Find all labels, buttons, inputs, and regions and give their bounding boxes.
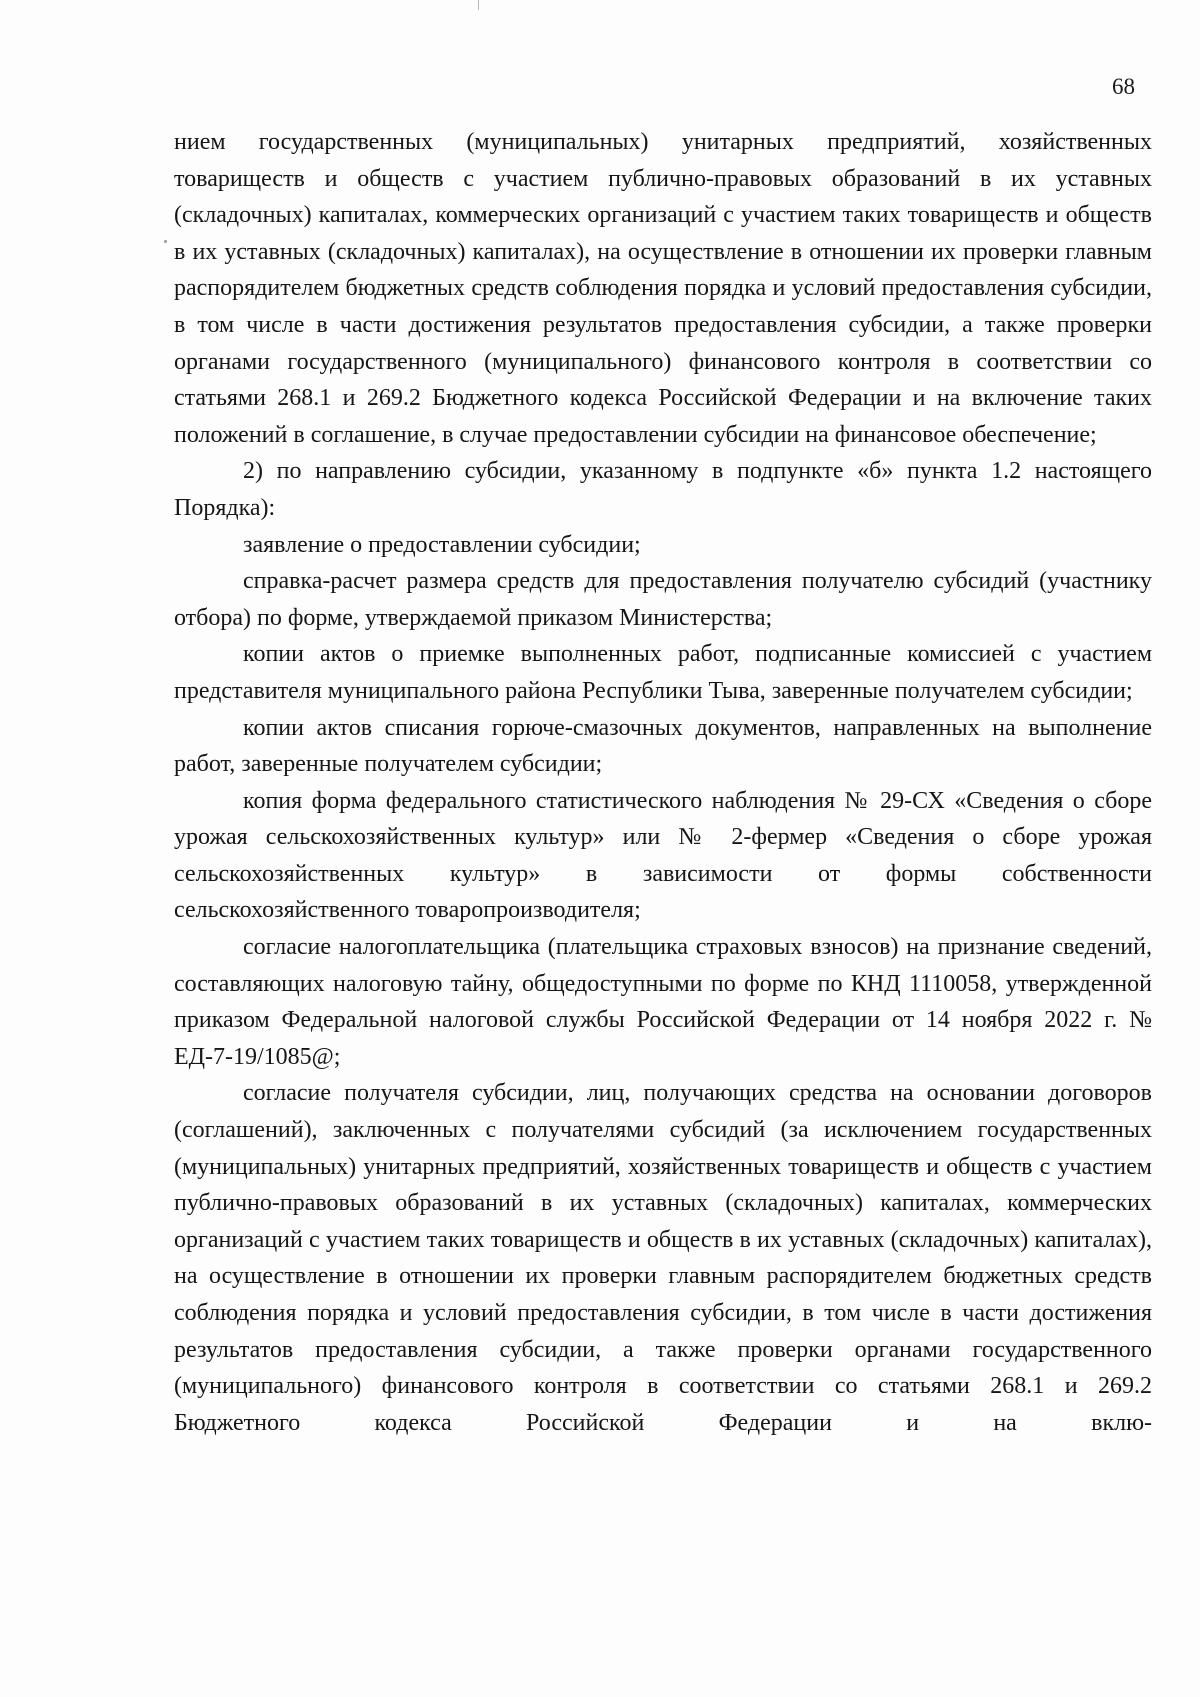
list-item-write-off-acts: копии актов списания горюче-смазочных документов, направленных на выполнение работ, заверенные получателем субсидии; xyxy=(174,714,1152,778)
list-item-statistics-form: копия форма федерального статистического наблюдения № 29-СХ «Сведения о сборе урожая сельскохозяйственных культур» или № 2-фермер «Сведения о сборе урожая сельскохозяйственных культур» в зависимости от формы собственности сельскохозяйственного товаропроизводителя; xyxy=(174,787,1152,924)
list-item-recipient-consent: согласие получателя субсидии, лиц, получающих средства на основании договоров (соглашений), заключенных с получателями субсидий (за исключением государственных (муниципальных) унитарных предприятий, хозяйственных товариществ и обществ с участием публично-правовых образований в их уставных (складочных) капиталах, коммерческих организаций с участием таких товариществ и обществ в их уставных (складочных) капиталах), на осуществление в отношении их проверки главным распорядителем бюджетных средств соблюдения порядка и условий предоставления субсидии, в том числе в части достижения результатов предоставления субсидии, а также проверки органами государственного (муниципального) финансового контроля в соответствии со статьями 268.1 и 269.2 Бюджетного кодекса Российской Федерации и на вклю- xyxy=(174,1080,1152,1436)
list-item-application: заявление о предоставлении субсидии; xyxy=(243,531,641,558)
page-number: 68 xyxy=(1112,74,1135,99)
list-item-taxpayer-consent: согласие налогоплательщика (плательщика страховых взносов) на признание сведений, составляющих налоговую тайну, общедоступными по форме по КНД 1110058, утвержденной приказом Федеральной налоговой службы Российской Федерации от 14 ноября 2022 г. № ЕД-7-19/1085@; xyxy=(174,934,1152,1070)
list-item-calculation: справка-расчет размера средств для предоставления получателю субсидий (участнику отбора) по форме, утверждаемой приказом Министерства; xyxy=(174,568,1152,631)
list-item-acceptance-acts: копии актов о приемке выполненных работ, подписанные комиссией с участием представителя муниципального района Республики Тыва, заверенные получателем субсидии; xyxy=(174,641,1152,704)
document-body xyxy=(174,124,1152,1441)
paragraph-item-2: 2) по направлению субсидии, указанному в подпункте «б» пункта 1.2 настоящего Порядка): xyxy=(174,458,1152,521)
paragraph-continuation: нием государственных (муниципальных) унитарных предприятий, хозяйственных товариществ и обществ с участием публично-правовых образований в их уставных (складочных) капиталах, коммерческих организаций с участием таких товариществ и обществ в их уставных (складочных) капиталах), на осуществление в отношении их проверки главным распорядителем бюджетных средств соблюдения порядка и условий предоставления субсидии, в том числе в части достижения результатов предоставления субсидии, а также проверки органами государственного (муниципального) финансового контроля в соответствии со статьями 268.1 и 269.2 Бюджетного кодекса Российской Федерации и на включение таких положений в соглашение, в случае предоставлении субсидии на финансовое обеспечение; xyxy=(174,129,1152,448)
scan-artifact-dot xyxy=(164,240,167,243)
scan-artifact xyxy=(478,0,479,10)
